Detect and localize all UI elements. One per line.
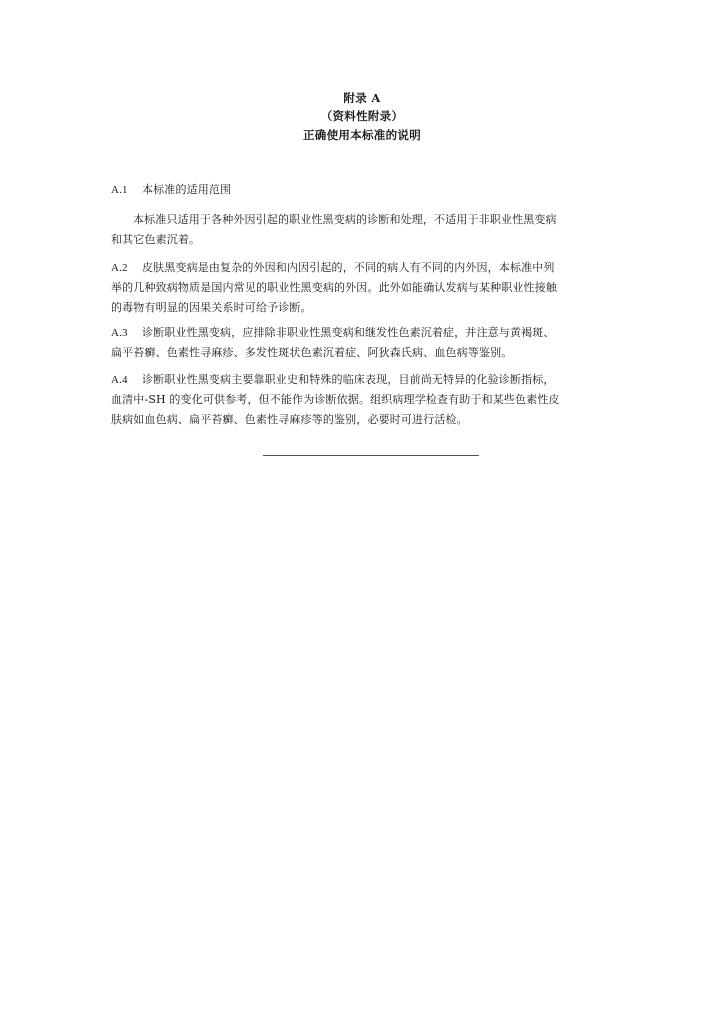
appendix-title: 附录 A: [343, 91, 381, 105]
paragraph-line: 举的几种致病物质是国内常见的职业性黑变病的外因。此外如能确认发病与某种职业性接触: [111, 281, 557, 294]
section-number: A.2: [111, 262, 128, 274]
section-a4: [111, 370, 616, 430]
paragraph-line: 的毒物有明显的因果关系时可给予诊断。: [111, 301, 312, 314]
section-a3: [111, 323, 616, 363]
paragraph-line: 肤病如血色病、扁平苔癣、色素性寻麻疹等的鉴别，必要时可进行活检。: [111, 413, 468, 426]
paragraph-line: 血清中-SH 的变化可供参考，但不能作为诊断依据。组织病理学检查有助于和某些色素性皮: [111, 393, 560, 406]
section-a2: [111, 258, 616, 318]
end-of-document-rule: [263, 455, 479, 456]
paragraph-line: 本标准只适用于各种外因引起的职业性黑变病的诊断和处理，不适用于非职业性黑变病: [133, 213, 557, 226]
paragraph-line: 诊断职业性黑变病，应排除非职业性黑变病和继发性色素沉着症，并注意与黄褐斑、: [142, 326, 555, 339]
section-number: A.1: [111, 184, 128, 196]
paragraph-line: 和其它色素沉着。: [111, 233, 201, 246]
section-a1-heading: [111, 180, 616, 200]
section-a1-body: [111, 210, 616, 250]
paragraph-line: 诊断职业性黑变病主要靠职业史和特殊的临床表现，目前尚无特异的化验诊断指标，: [142, 373, 555, 386]
paragraph-line: 扁平苔癣、色素性寻麻疹、多发性斑状色素沉着症、阿狄森氏病、血色病等鉴别。: [111, 346, 513, 359]
section-number: A.3: [111, 327, 128, 339]
section-number: A.4: [111, 374, 128, 386]
paragraph-line: 皮肤黑变病是由复杂的外因和内因引起的，不同的病人有不同的内外因，本标准中列: [142, 261, 555, 274]
appendix-heading: 正确使用本标准的说明: [303, 128, 421, 142]
appendix-subtitle: （资料性附录）: [320, 109, 404, 123]
section-title: 本标准的适用范围: [142, 183, 232, 196]
